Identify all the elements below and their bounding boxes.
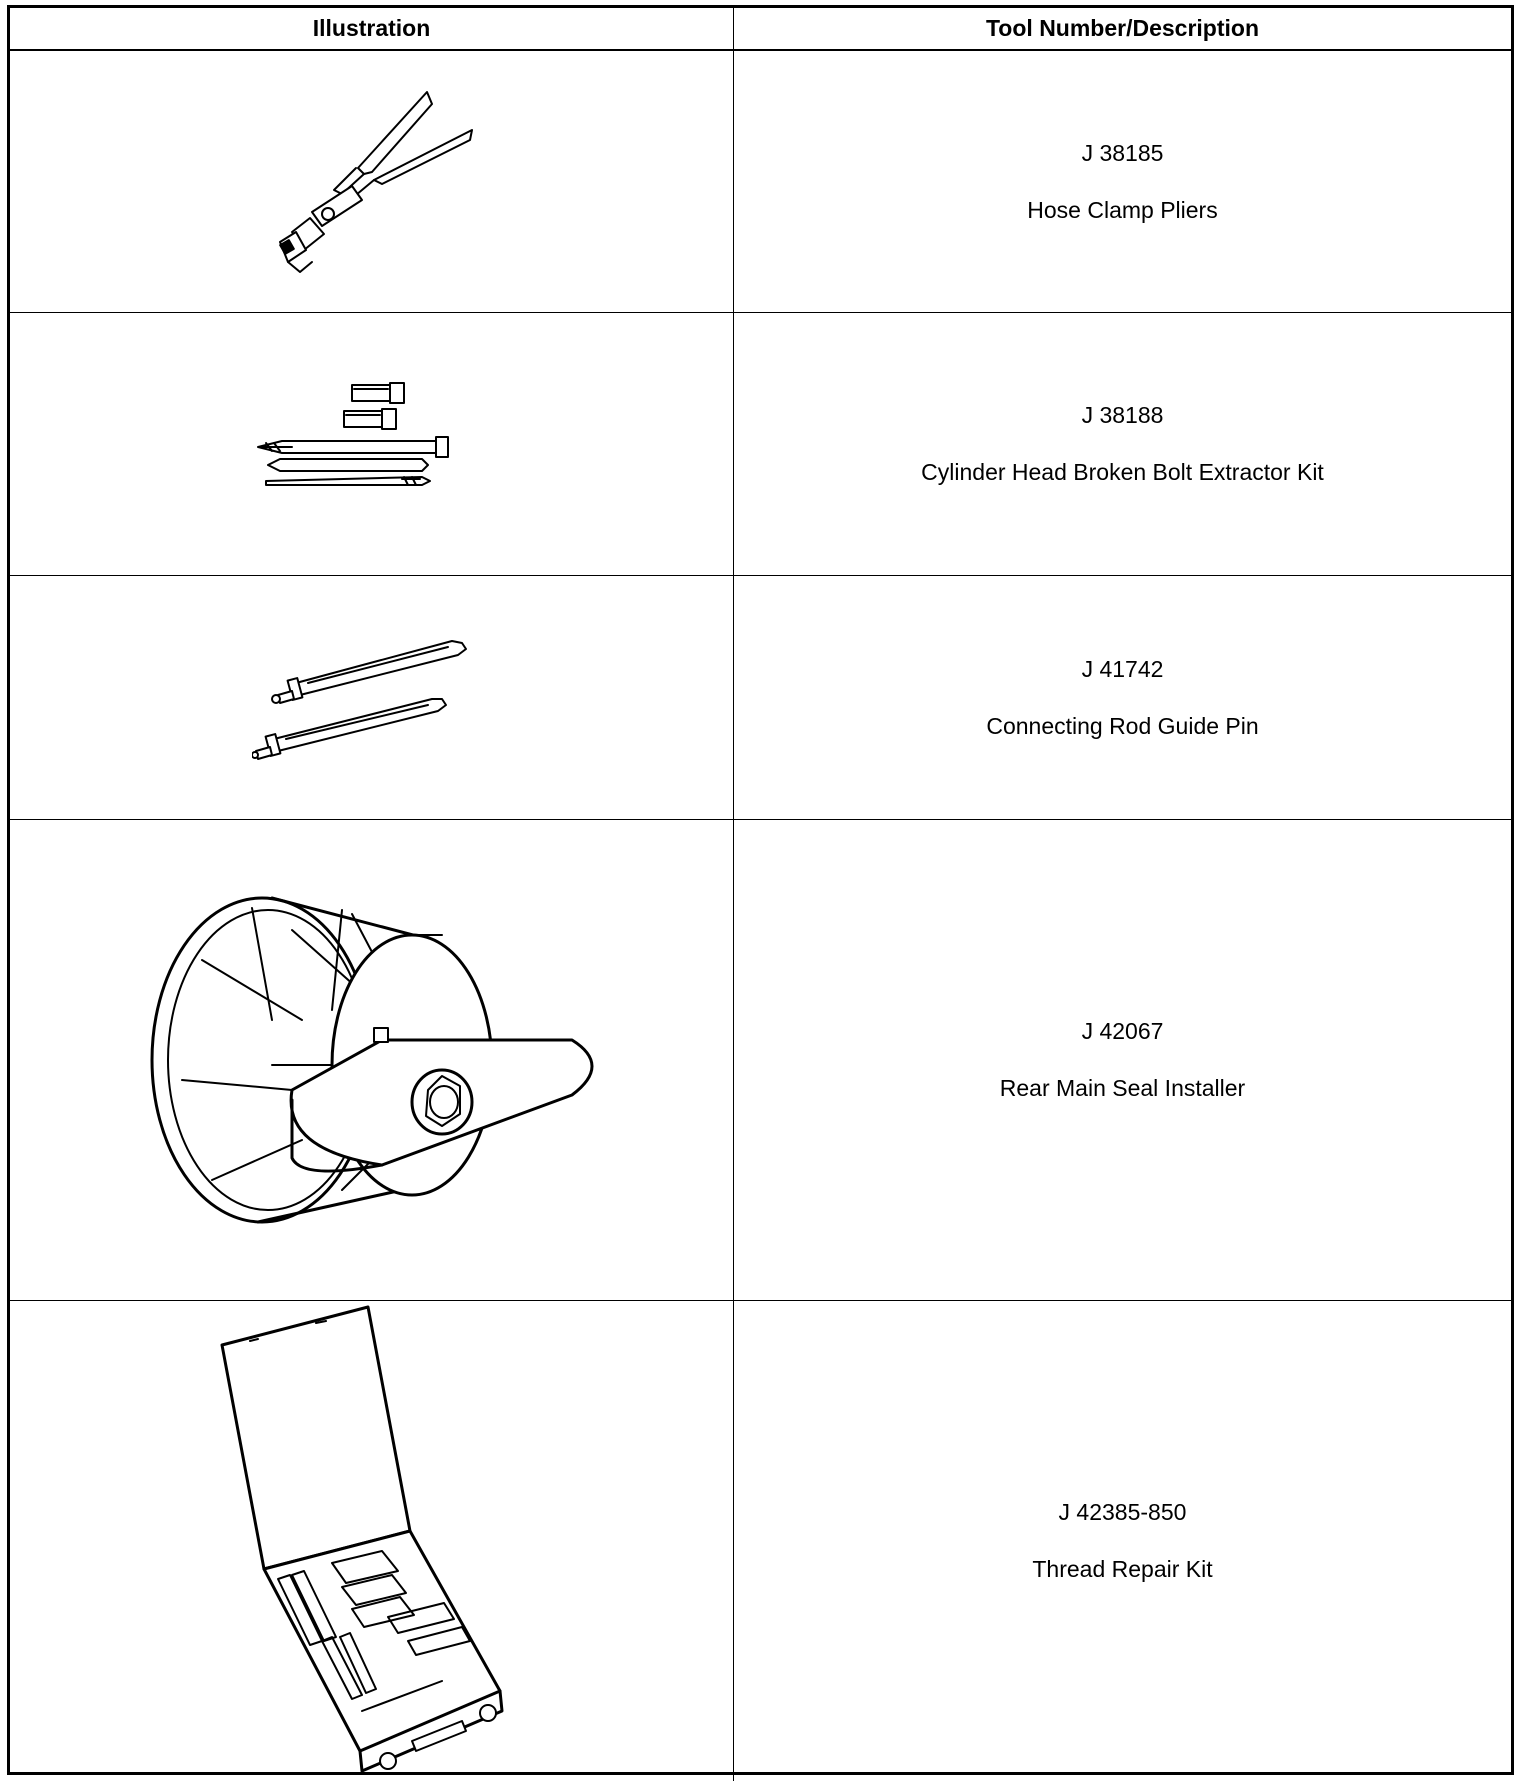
table-row-1-description bbox=[734, 51, 1511, 313]
tool-number: J 42385-850 bbox=[1058, 1499, 1187, 1525]
tool-description: Rear Main Seal Installer bbox=[999, 1075, 1246, 1101]
tool-number: J 42067 bbox=[1081, 1018, 1164, 1044]
bolt-extractor-kit-icon bbox=[252, 379, 492, 509]
tool-description: Connecting Rod Guide Pin bbox=[986, 712, 1259, 739]
rod-guide-pin-icon bbox=[252, 633, 492, 763]
table-row-5-illustration bbox=[10, 1301, 734, 1781]
table-row-4-description bbox=[734, 820, 1511, 1301]
header-illustration: Illustration bbox=[10, 8, 734, 51]
tool-description: Cylinder Head Broken Bolt Extractor Kit bbox=[921, 459, 1324, 485]
tool-number: J 38188 bbox=[1081, 402, 1164, 428]
header-tool-description: Tool Number/Description bbox=[734, 8, 1511, 51]
tool-number: J 38185 bbox=[1081, 139, 1164, 166]
table-row-4-illustration bbox=[10, 820, 734, 1301]
tool-table bbox=[7, 5, 1514, 1775]
tool-number: J 41742 bbox=[1081, 655, 1164, 682]
thread-repair-kit-icon bbox=[212, 1301, 532, 1781]
hose-clamp-pliers-icon bbox=[252, 82, 492, 282]
table-row-3-description bbox=[734, 576, 1511, 820]
table-row-3-illustration bbox=[10, 576, 734, 820]
tool-description: Hose Clamp Pliers bbox=[1027, 196, 1218, 223]
table-row-2-illustration bbox=[10, 313, 734, 576]
tool-description: Thread Repair Kit bbox=[1032, 1556, 1213, 1582]
seal-installer-icon bbox=[142, 890, 602, 1230]
table-row-1-illustration bbox=[10, 51, 734, 313]
table-row-2-description bbox=[734, 313, 1511, 576]
table-row-5-description bbox=[734, 1301, 1511, 1781]
